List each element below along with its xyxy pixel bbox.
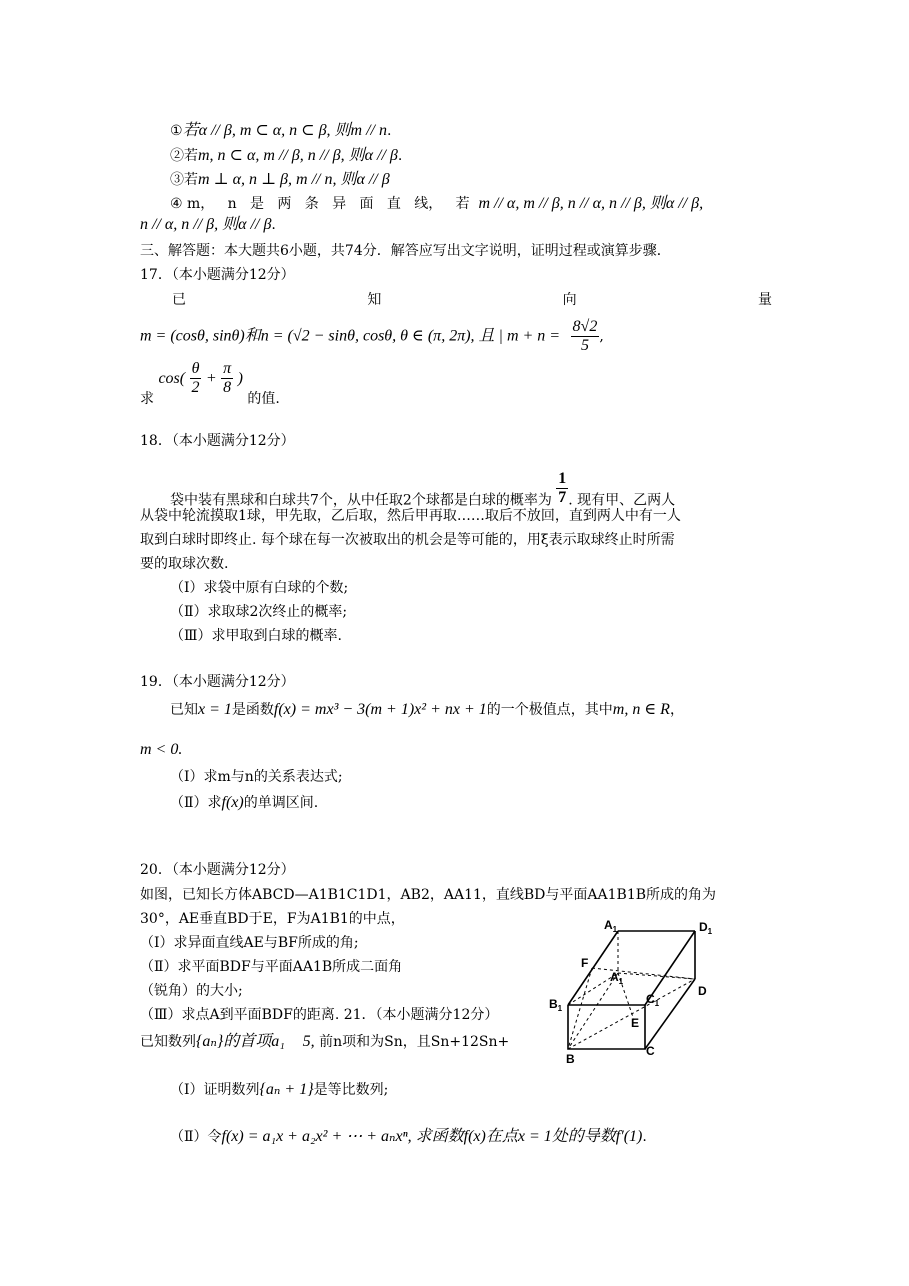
q18-title: 18．（本小题满分12分） xyxy=(140,433,295,449)
label-b: B xyxy=(566,1052,575,1065)
label-e: E xyxy=(631,1016,640,1030)
q20-part-2-cont: （锐角）的大小; xyxy=(140,983,243,999)
q18-line-3: 取到白球时即终止. 每个球在每一次被取出的机会是等可能的，用ξ表示取球终止时所需 xyxy=(140,532,675,548)
q17-title: 17．（本小题满分12分） xyxy=(140,267,295,283)
q19-part-2: （Ⅱ）求f(x)的单调区间. xyxy=(170,794,319,811)
q21-line-1: 已知数列{aₙ}的首项a₁ 5, 前n项和为Sn，且Sn+12Sn+ xyxy=(140,1033,510,1050)
q16-item-3: ③若m ⊥ α, n ⊥ β, m // n, 则α // β xyxy=(170,171,390,188)
cuboid-figure xyxy=(540,915,730,1065)
q17-vectors: m = (cosθ, sinθ)和n = (√2 − sinθ, cosθ, θ ∈ (π, 2π), 且 | m + n = $\frac{8√2}{5}$ , xyxy=(140,318,604,354)
q19-part-1: （Ⅰ）求m与n的关系表达式; xyxy=(170,769,343,785)
label-b1: $B_1$ xyxy=(549,997,563,1013)
q16-item-4: ④ m， n 是 两 条 异 面 直 线， 若 m // α, m // β, n // α, n // β, 则α // β, xyxy=(170,195,704,212)
hidden-f-b xyxy=(568,968,592,1049)
label-f: F xyxy=(581,956,589,970)
section-heading: 三、解答题：本大题共6小题，共74分．解答应写出文字说明，证明过程或演算步骤． xyxy=(140,243,671,259)
q18-part-2: （Ⅱ）求取球2次终止的概率; xyxy=(170,604,348,620)
q21-part-2: （Ⅱ）令f(x) = a₁x + a₂x² + ⋯ + aₙxⁿ, 求函数f(x)在点x = 1处的导数f′(1). xyxy=(170,1128,647,1145)
q18-part-3: （Ⅲ）求甲取到白球的概率. xyxy=(170,628,342,644)
q18-line-4: 要的取球次数. xyxy=(140,556,229,572)
q20-line-2: 30°，AE垂直BD于E，F为A1B1的中点， xyxy=(140,911,405,927)
q16-item-2: ②若m, n ⊂ α, m // β, n // β, 则α // β. xyxy=(170,147,403,164)
q20-part-1: （Ⅰ）求异面直线AE与BF所成的角; xyxy=(140,935,359,951)
q18-line-2: 从袋中轮流摸取1球，甲先取，乙后取，然后甲再取……取后不放回，直到两人中有一人 xyxy=(140,508,681,524)
label-d: D xyxy=(698,984,707,998)
q20-part-3: （Ⅲ）求点A到平面BDF的距离. 21．（本小题满分12分） xyxy=(140,1007,499,1023)
q16-item-1: ①若α // β, m ⊂ α, n ⊂ β, 则m // n. xyxy=(170,122,392,139)
q20-part-2: （Ⅱ）求平面BDF与平面AA1B所成二面角 xyxy=(140,959,403,975)
label-a: $A_1$ xyxy=(610,970,624,986)
q20-line-1: 如图，已知长方体ABCD—A1B1C1D1，AB2，AA11，直线BD与平面AA1B1B所成的角为 xyxy=(140,887,717,903)
q21-part-1: （Ⅰ）证明数列{aₙ + 1}是等比数列; xyxy=(170,1081,389,1098)
q19-line-2: m < 0. xyxy=(140,741,183,758)
q18-part-1: （Ⅰ）求袋中原有白球的个数; xyxy=(170,580,349,596)
edge-d-c xyxy=(645,979,695,1049)
label-c: C xyxy=(646,1044,655,1058)
q16-item-4-cont: n // α, n // β, 则α // β. xyxy=(140,216,276,233)
q17-ask: 求 cos( $\frac{\theta}{2}$ + $\frac{\pi}{8}$ ) 的值. xyxy=(140,360,280,407)
hidden-a-b xyxy=(568,973,618,1049)
q18-line-1: 袋中装有黑球和白球共7个，从中任取2个球都是白球的概率为 $\frac{1}{7}$ . 现有甲、乙两人 xyxy=(170,470,676,509)
q19-line-1: 已知x = 1是函数f(x) = mx³ − 3(m + 1)x² + nx + 1的一个极值点，其中m, n ∈ R， xyxy=(170,701,684,718)
q20-title: 20．（本小题满分12分） xyxy=(140,862,295,878)
q19-title: 19．（本小题满分12分） xyxy=(140,674,295,690)
label-c1: $C_1$ xyxy=(646,992,660,1008)
q17-spread-line: 已 知 向 量 xyxy=(172,292,772,308)
label-d1: $D_1$ xyxy=(699,920,713,936)
label-a1: $A_1$ xyxy=(604,918,618,934)
